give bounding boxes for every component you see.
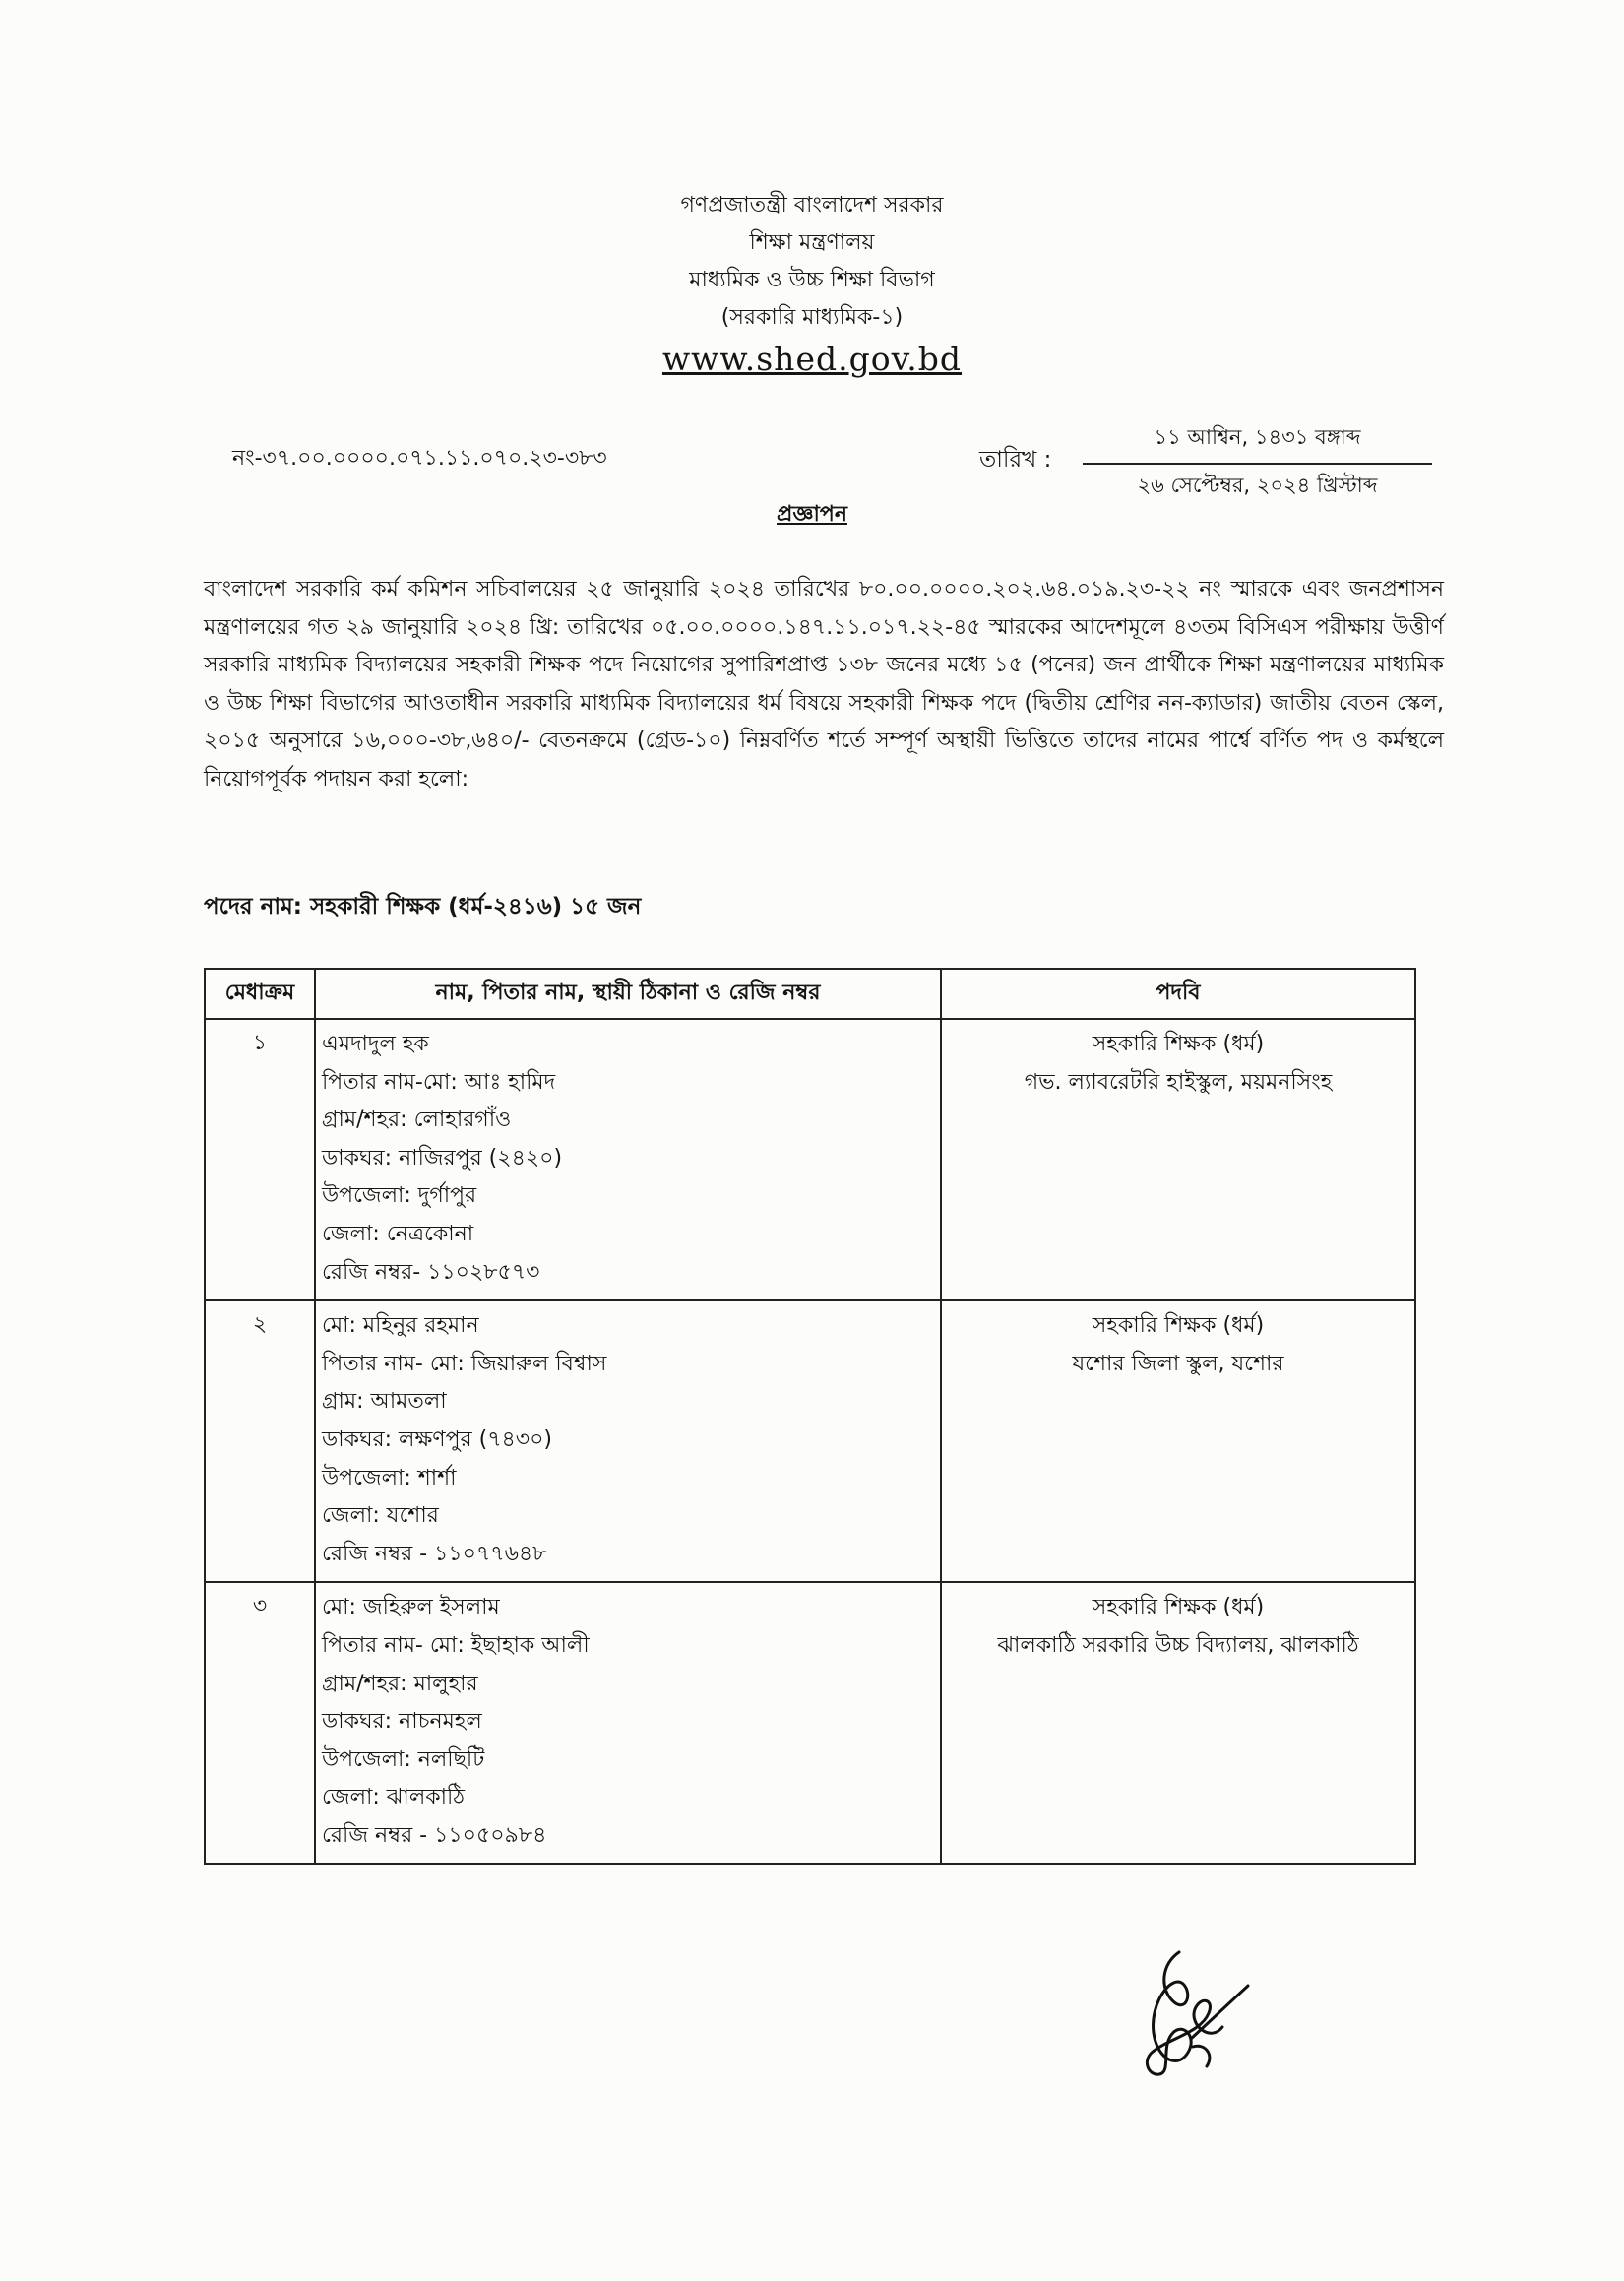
designation-title: সহকারি শিক্ষক (ধর্ম) — [1092, 1313, 1265, 1339]
header-designation: পদবি — [941, 969, 1415, 1019]
candidate-name: মো: মহিনুর রহমান — [322, 1313, 479, 1339]
date-block — [1083, 417, 1432, 500]
designation — [941, 1582, 1415, 1864]
designation-title: সহকারি শিক্ষক (ধর্ম) — [1092, 1032, 1265, 1056]
merit-rank: ৩ — [205, 1582, 315, 1864]
candidate-details — [315, 1300, 941, 1582]
table-row — [205, 1019, 1415, 1300]
date-divider — [1083, 463, 1432, 465]
upazila: উপজেলা: নলছিটি — [322, 1746, 485, 1772]
upazila: উপজেলা: শার্শা — [322, 1465, 457, 1490]
district: জেলা: যশোর — [322, 1503, 439, 1529]
candidate-name: এমদাদুল হক — [322, 1032, 429, 1056]
district: জেলা: নেত্রকোনা — [322, 1221, 474, 1246]
table-row — [205, 1582, 1415, 1864]
division-name: মাধ্যমিক ও উচ্চ শিক্ষা বিভাগ — [689, 268, 935, 292]
notice-title: প্রজ্ঞাপন — [777, 502, 847, 527]
registration-number: রেজি নম্বর - ১১০৭৭৬৪৮ — [322, 1541, 547, 1566]
village: গ্রাম/শহর: লোহারগাঁও — [322, 1108, 512, 1133]
header-candidate-details: নাম, পিতার নাম, স্থায়ী ঠিকানা ও রেজি নম্বর — [315, 969, 941, 1019]
post-office: ডাকঘর: লক্ষণপুর (৭৪৩০) — [322, 1426, 552, 1452]
post-title: পদের নাম: সহকারী শিক্ষক (ধর্ম-২৪১৬) ১৫ জন — [204, 894, 642, 919]
father-name: পিতার নাম-মো: আঃ হামিদ — [322, 1069, 556, 1095]
merit-rank: ২ — [205, 1300, 315, 1582]
district: জেলা: ঝালকাঠি — [322, 1785, 466, 1810]
date-gregorian: ২৬ সেপ্টেম্বর, ২০২৪ খ্রিস্টাব্দ — [1137, 474, 1378, 497]
candidate-details — [315, 1019, 941, 1300]
post-office: ডাকঘর: নাচনমহল — [322, 1709, 482, 1735]
merit-rank: ১ — [205, 1019, 315, 1300]
upazila: উপজেলা: দুর্গাপুর — [322, 1183, 477, 1209]
notice-body: বাংলাদেশ সরকারি কর্ম কমিশন সচিবালয়ের ২৫ জানুয়ারি ২০২৪ তারিখের ৮০.০০.০০০০.২০২.৬৪.০১৯.২৩-২২ নং স্মারকে এবং জনপ্রশাসন মন্ত্রণালয়ের গত ২৯ জানুয়ারি ২০২৪ খ্রি: তারিখের ০৫.০০.০০০০.১৪৭.১১.০১৭.২২-৪৫ স্মারকের আদেশমূলে ৪৩তম বিসিএস পরীক্ষায় উত্তীর্ণ সরকারি মাধ্যমিক বিদ্যালয়ের সহকারী শিক্ষক পদে নিয়োগের সুপারিশপ্রাপ্ত ১৩৮ জনের মধ্যে ১৫ (পনের) জন প্রার্থীকে শিক্ষা মন্ত্রণালয়ের মাধ্যমিক ও উচ্চ শিক্ষা বিভাগের আওতাধীন সরকারি মাধ্যমিক বিদ্যালয়ের ধর্ম বিষয়ে সহকারী শিক্ষক পদে (দ্বিতীয় শ্রেণির নন-ক্যাডার) জাতীয় বেতন স্কেল, ২০১৫ অনুসারে ১৬,০০০-৩৮,৬৪০/- বেতনক্রমে (গ্রেড-১০) নিম্নবর্ণিত শর্তে সম্পূর্ণ অস্থায়ী ভিত্তিতে তাদের নামের পার্শ্বে বর্ণিত পদ ও কর্মস্থলে নিয়োগপূর্বক পদায়ন করা হলো: — [204, 577, 1444, 792]
signature-scribble — [1132, 1944, 1260, 2082]
date-label: তারিখ : — [979, 447, 1052, 473]
table-row — [205, 1300, 1415, 1582]
village: গ্রাম: আমতলা — [322, 1389, 447, 1415]
post-office: ডাকঘর: নাজিরপুর (২৪২০) — [322, 1145, 563, 1171]
candidate-details — [315, 1582, 941, 1864]
registration-number: রেজি নম্বর- ১১০২৮৫৭৩ — [322, 1259, 540, 1285]
website-link[interactable]: www.shed.gov.bd — [661, 340, 963, 378]
table-header-row — [205, 969, 1415, 1019]
date-bangla: ১১ আশ্বিন, ১৪৩১ বঙ্গাব্দ — [1154, 425, 1361, 449]
appointment-table — [204, 968, 1416, 1865]
ministry-name: শিক্ষা মন্ত্রণালয় — [749, 230, 875, 255]
workplace: গভ. ল্যাবরেটরি হাইস্কুল, ময়মনসিংহ — [1024, 1069, 1333, 1095]
designation — [941, 1019, 1415, 1300]
header-merit-rank: মেধাক্রম — [205, 969, 315, 1019]
reference-number: নং-৩৭.০০.০০০০.০৭১.১১.০৭০.২৩-৩৮৩ — [232, 446, 607, 471]
designation-title: সহকারি শিক্ষক (ধর্ম) — [1092, 1595, 1265, 1620]
father-name: পিতার নাম- মো: জিয়ারুল বিশ্বাস — [322, 1351, 607, 1376]
section-name: (সরকারি মাধ্যমিক-১) — [720, 305, 904, 330]
registration-number: রেজি নম্বর - ১১০৫০৯৮৪ — [322, 1822, 547, 1848]
village: গ্রাম/শহর: মালুহার — [322, 1671, 478, 1696]
letterhead — [0, 187, 1624, 382]
candidate-name: মো: জহিরুল ইসলাম — [322, 1595, 500, 1620]
government-name: গণপ্রজাতন্ত্রী বাংলাদেশ সরকার — [680, 193, 944, 218]
workplace: ঝালকাঠি সরকারি উচ্চ বিদ্যালয়, ঝালকাঠি — [997, 1632, 1359, 1658]
designation — [941, 1300, 1415, 1582]
father-name: পিতার নাম- মো: ইছাহাক আলী — [322, 1632, 590, 1658]
workplace: যশোর জিলা স্কুল, যশোর — [1072, 1351, 1284, 1376]
